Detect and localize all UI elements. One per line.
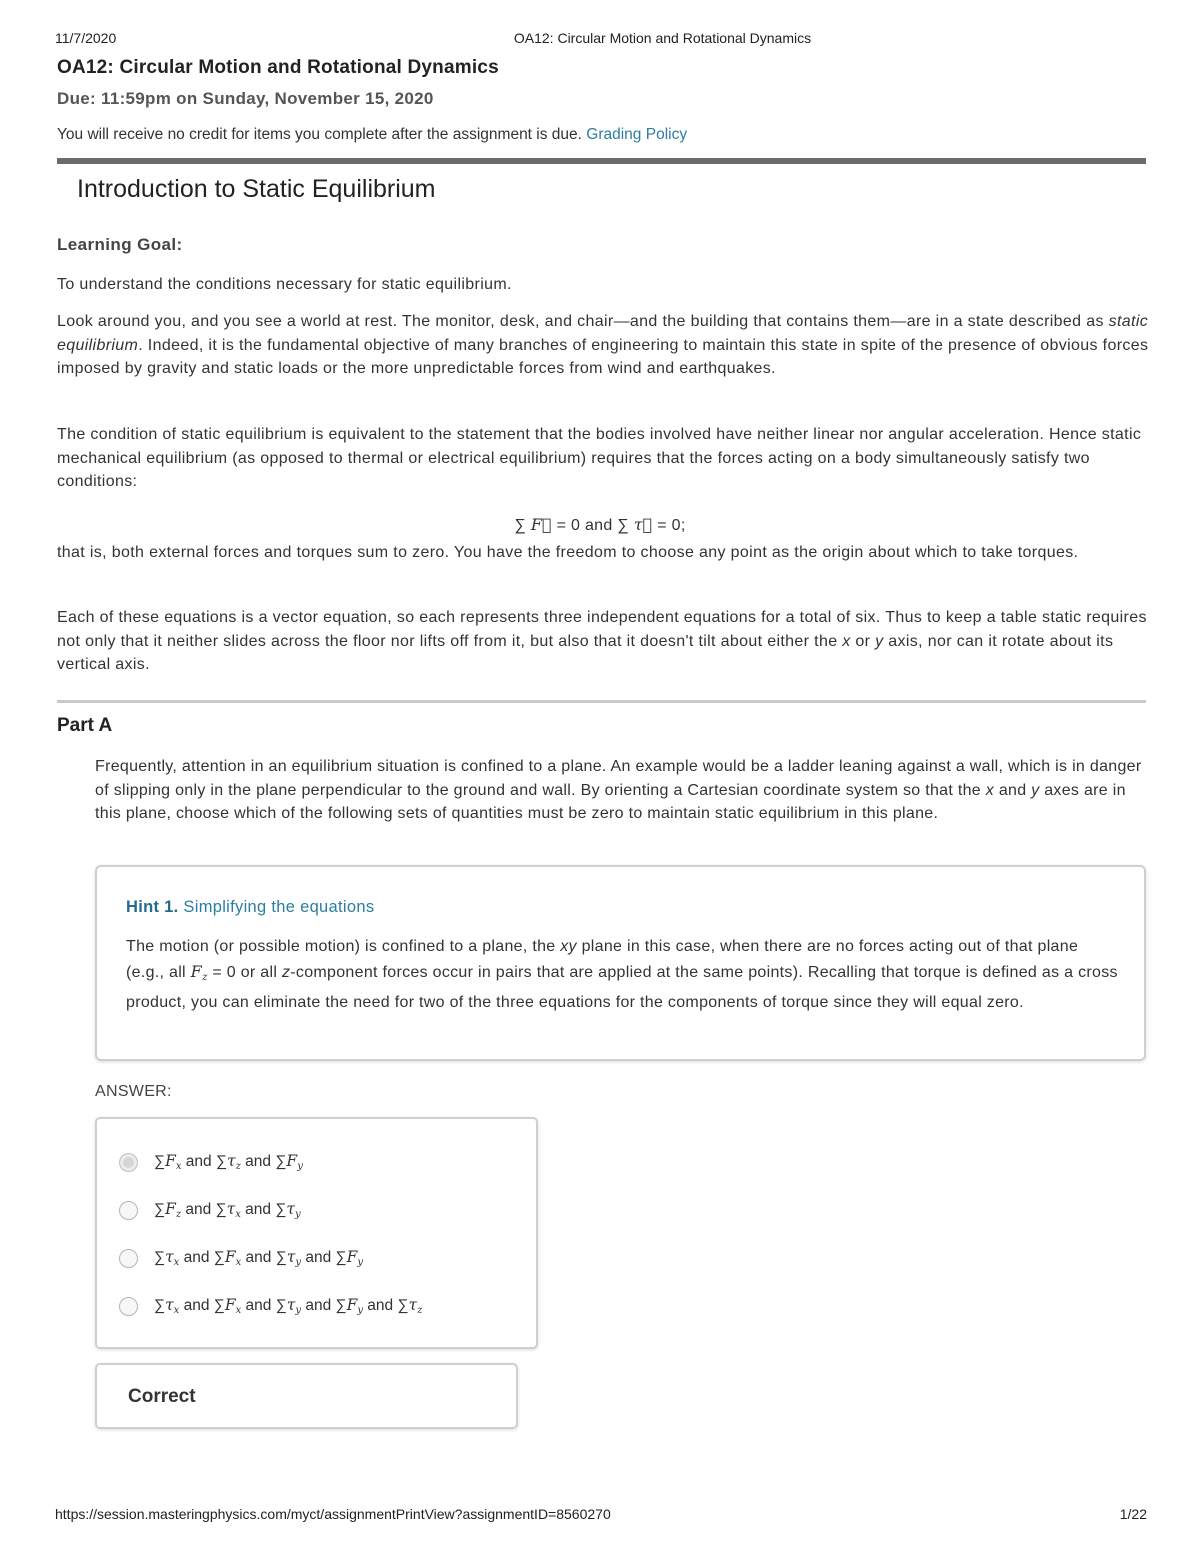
static-equilibrium-term: static equilibrium (57, 313, 1149, 354)
hint-body: The motion (or possible motion) is confined to a plane, the xy plane in this case, when there are no forces acting out of that plane (e.g., all $F_z = 0$ or all z-component forces occur in pairs that are applied at the same points). Recalling that torque is defined as a cross product, you can eliminate the need for two of the three equations for the components of torque since they will equal zero. (126, 938, 1118, 1011)
answer-option-2[interactable] (119, 1195, 301, 1225)
print-url: https://session.masteringphysics.com/myct/assignmentPrintView?assignmentID=8560270 (55, 1506, 611, 1522)
feedback-correct: Correct (128, 1386, 196, 1407)
answer-choices (95, 1117, 538, 1349)
answer-option-2-label: $\sum F_z$ and $\sum\tau_x$ and $\sum\tau_y$ (154, 1200, 301, 1220)
print-header (0, 30, 1200, 50)
answer-option-1-label: $\sum F_x$ and $\sum\tau_z$ and $\sum F_y$ (154, 1152, 303, 1172)
intro-paragraph-4: Each of these equations is a vector equation, so each represents three independent equations for a total of six. Thus to keep a table static requires not only that it neither slides across the floor nor lifts off from it, but also that it doesn't tilt about either the x or y axis, nor can it rotate about its vertical axis. (57, 609, 1147, 673)
print-document-title: OA12: Circular Motion and Rotational Dynamics (513, 30, 812, 46)
late-notice (57, 126, 687, 144)
radio-button[interactable] (119, 1249, 138, 1268)
hint-number: Hint 1. (126, 898, 179, 916)
header-divider (57, 158, 1146, 164)
part-a-question: Frequently, attention in an equilibrium situation is confined to a plane. An example would be a ladder leaning against a wall, which is in danger of slipping only in the plane perpendicular to the ground and wall. By orienting a Cartesian coordinate system so that the x and y axes are in this plane, choose which of the following sets of quantities must be zero to maintain static equilibrium in this plane. (95, 758, 1142, 822)
grading-policy-link[interactable]: Grading Policy (586, 126, 688, 143)
hint-panel (95, 865, 1146, 1061)
learning-goal-label: Learning Goal: (57, 235, 183, 254)
part-divider (57, 700, 1146, 703)
part-a-label: Part A (57, 715, 113, 736)
page-number: 1/22 (1119, 1506, 1147, 1522)
radio-button-selected[interactable] (119, 1153, 138, 1172)
feedback-panel (95, 1363, 518, 1429)
intro-paragraph-1: Look around you, and you see a world at rest. The monitor, desk, and chair—and the building that contains them—are in a state described as static equilibrium. Indeed, it is the fundamental objective of many branches of engineering to maintain this state in spite of the presence of obvious forces imposed by gravity and static loads or the more unpredictable forces from wind and earthquakes. (57, 313, 1149, 377)
intro-paragraph-3: that is, both external forces and torques sum to zero. You have the freedom to choose any point as the origin about which to take torques. (57, 544, 1079, 561)
radio-button[interactable] (119, 1297, 138, 1316)
answer-option-3[interactable] (119, 1243, 363, 1273)
due-date: Due: 11:59pm on Sunday, November 15, 2020 (57, 89, 434, 108)
answer-option-4-label: $\sum\tau_x$ and $\sum F_x$ and $\sum\tau_y$ and $\sum F_y$ and $\sum\tau_z$ (154, 1296, 423, 1316)
radio-button[interactable] (119, 1201, 138, 1220)
problem-title: Introduction to Static Equilibrium (77, 175, 436, 203)
learning-goal-text: To understand the conditions necessary for static equilibrium. (57, 276, 512, 293)
answer-option-4[interactable] (119, 1291, 422, 1321)
equilibrium-equation: ∑ F⃗ = 0 and ∑ τ⃗ = 0; (514, 515, 686, 534)
assignment-title: OA12: Circular Motion and Rotational Dynamics (57, 57, 499, 78)
late-notice-text: You will receive no credit for items you complete after the assignment is due. (57, 126, 582, 143)
answer-label: ANSWER: (95, 1083, 172, 1100)
answer-option-1[interactable] (119, 1147, 303, 1177)
hint-title[interactable] (126, 898, 374, 917)
print-date: 11/7/2020 (55, 30, 117, 46)
hint-title-text: Simplifying the equations (183, 898, 375, 916)
answer-option-3-label: $\sum\tau_x$ and $\sum F_x$ and $\sum\tau_y$ and $\sum F_y$ (154, 1248, 363, 1268)
intro-paragraph-2: The condition of static equilibrium is equivalent to the statement that the bodies involved have neither linear nor angular acceleration. Hence static mechanical equilibrium (as opposed to thermal or electrical equilibrium) requires that the forces acting on a body simultaneously satisfy two conditions: (57, 426, 1142, 490)
